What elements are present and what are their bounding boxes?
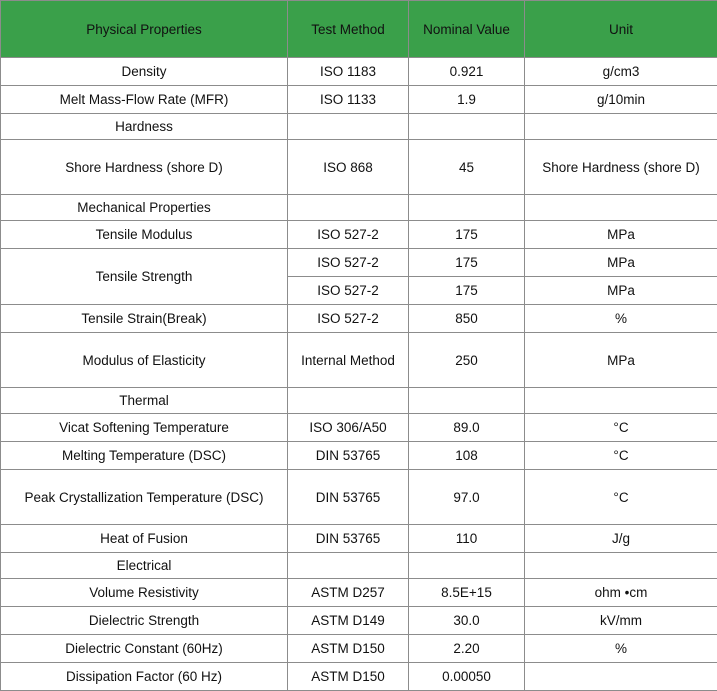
value-cell: 2.20 xyxy=(409,635,525,663)
empty-cell xyxy=(525,388,717,414)
section-row xyxy=(1,388,717,414)
table-header-row xyxy=(1,1,717,58)
value-cell: 0.921 xyxy=(409,58,525,86)
method-cell: ISO 527-2 xyxy=(288,249,409,277)
property-cell: Peak Crystallization Temperature (DSC) xyxy=(1,470,288,525)
section-row xyxy=(1,553,717,579)
empty-cell xyxy=(288,114,409,140)
property-cell: Shore Hardness (shore D) xyxy=(1,140,288,195)
method-cell: ISO 1183 xyxy=(288,58,409,86)
value-cell: 30.0 xyxy=(409,607,525,635)
method-cell: ISO 527-2 xyxy=(288,221,409,249)
section-label: Mechanical Properties xyxy=(1,195,288,221)
unit-cell: kV/mm xyxy=(525,607,717,635)
table-row xyxy=(1,663,717,691)
property-cell: Density xyxy=(1,58,288,86)
value-cell: 8.5E+15 xyxy=(409,579,525,607)
unit-cell: J/g xyxy=(525,525,717,553)
method-cell: Internal Method xyxy=(288,333,409,388)
unit-cell: MPa xyxy=(525,333,717,388)
empty-cell xyxy=(525,195,717,221)
unit-cell: °C xyxy=(525,414,717,442)
unit-cell: g/cm3 xyxy=(525,58,717,86)
empty-cell xyxy=(409,114,525,140)
method-cell: ASTM D150 xyxy=(288,663,409,691)
value-cell: 89.0 xyxy=(409,414,525,442)
table-row xyxy=(1,414,717,442)
table-row xyxy=(1,221,717,249)
unit-cell: g/10min xyxy=(525,86,717,114)
value-cell: 0.00050 xyxy=(409,663,525,691)
table-row xyxy=(1,249,717,277)
unit-cell xyxy=(525,663,717,691)
method-cell: ASTM D257 xyxy=(288,579,409,607)
property-cell: Heat of Fusion xyxy=(1,525,288,553)
value-cell: 850 xyxy=(409,305,525,333)
unit-cell: °C xyxy=(525,442,717,470)
method-cell: DIN 53765 xyxy=(288,470,409,525)
value-cell: 1.9 xyxy=(409,86,525,114)
value-cell: 45 xyxy=(409,140,525,195)
value-cell: 175 xyxy=(409,277,525,305)
section-label: Hardness xyxy=(1,114,288,140)
property-cell: Volume Resistivity xyxy=(1,579,288,607)
method-cell: ISO 527-2 xyxy=(288,277,409,305)
property-cell: Tensile Strain(Break) xyxy=(1,305,288,333)
table-row xyxy=(1,525,717,553)
table-row xyxy=(1,305,717,333)
table-row xyxy=(1,607,717,635)
empty-cell xyxy=(288,553,409,579)
method-cell: DIN 53765 xyxy=(288,442,409,470)
unit-cell: MPa xyxy=(525,277,717,305)
method-cell: DIN 53765 xyxy=(288,525,409,553)
value-cell: 108 xyxy=(409,442,525,470)
empty-cell xyxy=(409,195,525,221)
header-nominal-value: Nominal Value xyxy=(409,1,525,58)
table-row xyxy=(1,470,717,525)
empty-cell xyxy=(525,553,717,579)
empty-cell xyxy=(525,114,717,140)
property-cell: Modulus of Elasticity xyxy=(1,333,288,388)
method-cell: ASTM D149 xyxy=(288,607,409,635)
empty-cell xyxy=(409,388,525,414)
unit-cell: MPa xyxy=(525,249,717,277)
empty-cell xyxy=(288,388,409,414)
header-unit: Unit xyxy=(525,1,717,58)
unit-cell: ohm •cm xyxy=(525,579,717,607)
method-cell: ISO 527-2 xyxy=(288,305,409,333)
unit-cell: % xyxy=(525,635,717,663)
value-cell: 250 xyxy=(409,333,525,388)
empty-cell xyxy=(409,553,525,579)
value-cell: 97.0 xyxy=(409,470,525,525)
header-test-method: Test Method xyxy=(288,1,409,58)
value-cell: 175 xyxy=(409,221,525,249)
property-cell: Dissipation Factor (60 Hz) xyxy=(1,663,288,691)
section-label: Electrical xyxy=(1,553,288,579)
property-cell: Tensile Strength xyxy=(1,249,288,305)
property-cell: Melt Mass-Flow Rate (MFR) xyxy=(1,86,288,114)
property-cell: Dielectric Strength xyxy=(1,607,288,635)
property-cell: Tensile Modulus xyxy=(1,221,288,249)
section-row xyxy=(1,114,717,140)
table-row xyxy=(1,140,717,195)
unit-cell: °C xyxy=(525,470,717,525)
empty-cell xyxy=(288,195,409,221)
method-cell: ISO 306/A50 xyxy=(288,414,409,442)
method-cell: ASTM D150 xyxy=(288,635,409,663)
table-row xyxy=(1,58,717,86)
table-row xyxy=(1,86,717,114)
property-cell: Melting Temperature (DSC) xyxy=(1,442,288,470)
table-row xyxy=(1,333,717,388)
value-cell: 175 xyxy=(409,249,525,277)
method-cell: ISO 1133 xyxy=(288,86,409,114)
method-cell: ISO 868 xyxy=(288,140,409,195)
table-row xyxy=(1,635,717,663)
section-row xyxy=(1,195,717,221)
property-cell: Dielectric Constant (60Hz) xyxy=(1,635,288,663)
section-label: Thermal xyxy=(1,388,288,414)
table-row xyxy=(1,579,717,607)
property-cell: Vicat Softening Temperature xyxy=(1,414,288,442)
header-physical-properties: Physical Properties xyxy=(1,1,288,58)
table-row xyxy=(1,442,717,470)
unit-cell: Shore Hardness (shore D) xyxy=(525,140,717,195)
unit-cell: % xyxy=(525,305,717,333)
value-cell: 110 xyxy=(409,525,525,553)
unit-cell: MPa xyxy=(525,221,717,249)
